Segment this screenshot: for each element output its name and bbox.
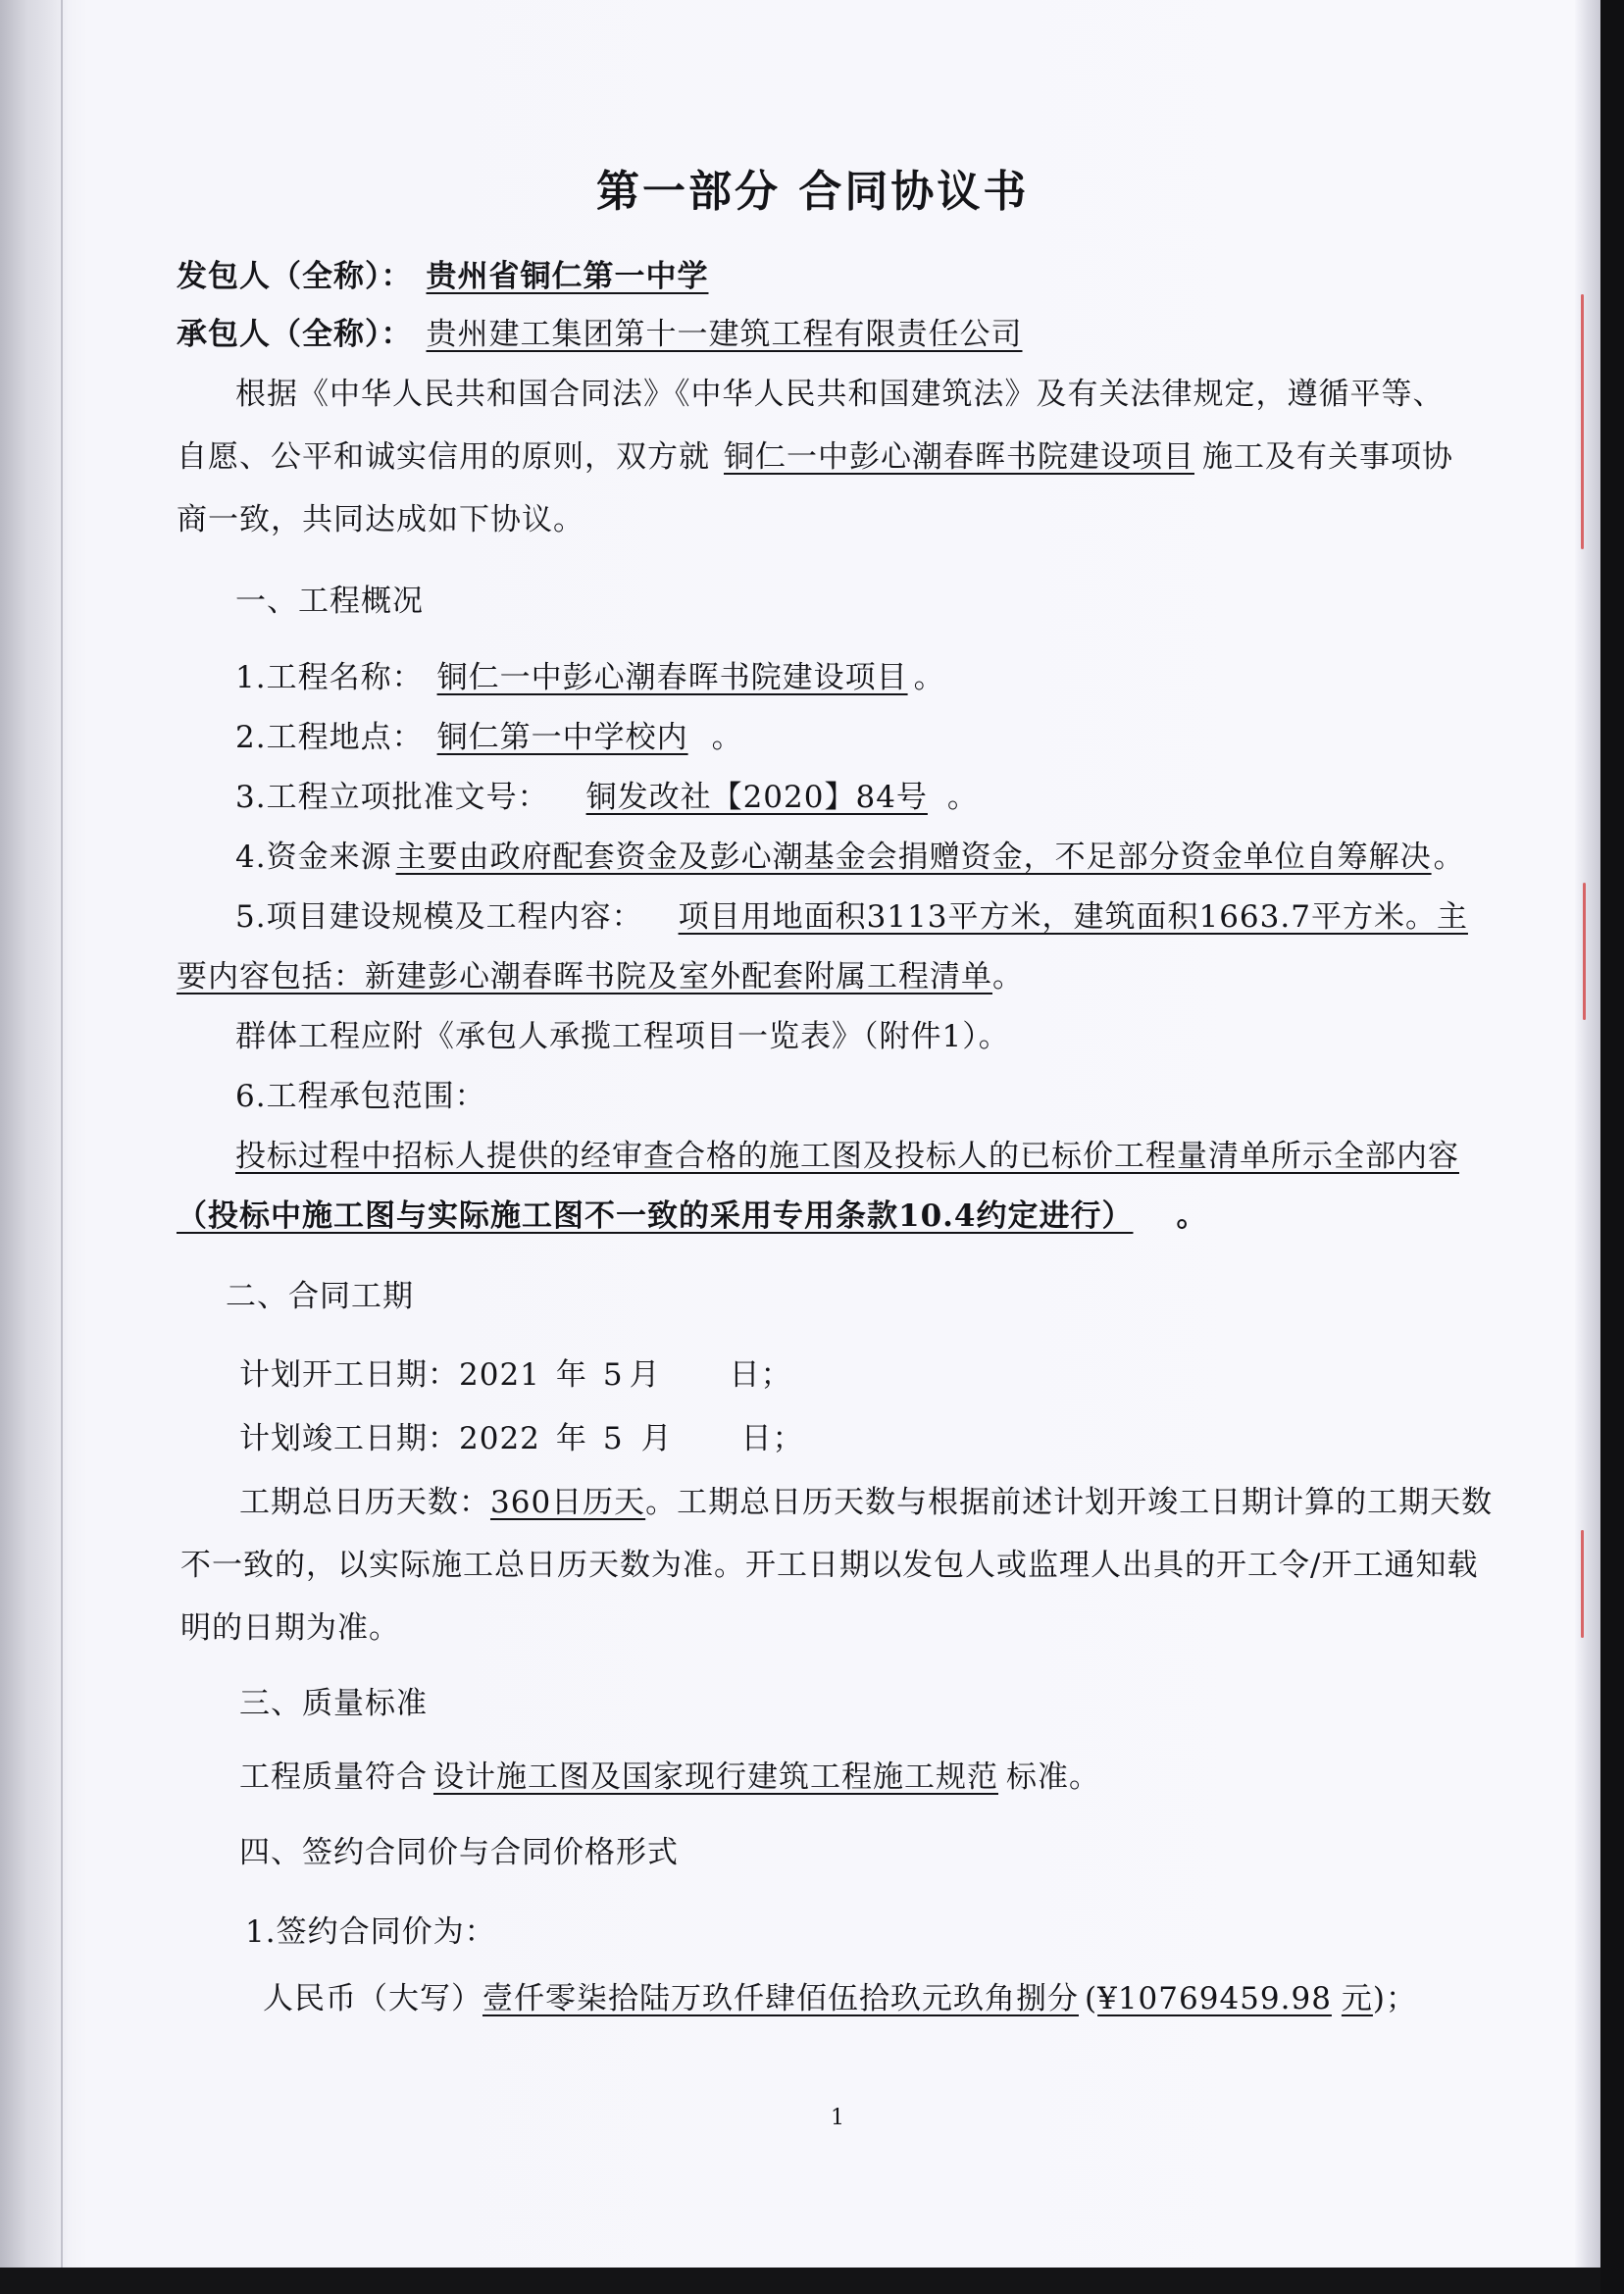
scale-row-continued xyxy=(177,957,1024,996)
quality-text: 标准。 xyxy=(1006,1759,1100,1795)
section-heading: 四、签约合同价与合同价格形式 xyxy=(239,1835,679,1870)
punctuation: 。 xyxy=(1176,1198,1208,1234)
scope-line xyxy=(177,1197,1208,1236)
amount-in-figures: ¥10769459.98 xyxy=(1097,1981,1332,2016)
scan-border xyxy=(1600,0,1624,2294)
seal-edge-mark xyxy=(1583,883,1586,1020)
currency-label: 人民币（大写） xyxy=(263,1981,482,2016)
year-word: 年 xyxy=(555,1421,587,1456)
seal-edge-mark xyxy=(1581,294,1584,549)
day-word: 日； xyxy=(740,1421,804,1456)
day-word: 日； xyxy=(729,1357,792,1393)
preamble-line: 根据《中华人民共和国合同法》《中华人民共和国建筑法》及有关法律规定，遵循平等、 xyxy=(235,377,1445,412)
employer-value: 贵州省铜仁第一中学 xyxy=(426,259,709,294)
month-word: 月 xyxy=(640,1421,673,1456)
planned-end-row xyxy=(239,1419,804,1458)
duration-text: 。工期总日历天数与根据前述计划开竣工日期计算的工期天数 xyxy=(645,1485,1494,1520)
project-name-value: 铜仁一中彭心潮春晖书院建设项目 xyxy=(436,660,908,695)
approval-number-row xyxy=(235,778,979,817)
quality-value: 设计施工图及国家现行建筑工程施工规范 xyxy=(433,1759,998,1795)
scope-value: 投标过程中招标人提供的经审查合格的施工图及投标人的已标价工程量清单所示全部内容 xyxy=(235,1139,1459,1174)
duration-text: 不一致的，以实际施工总日历天数为准。开工日期以发包人或监理人出具的开工令/开工通知载 xyxy=(180,1548,1479,1583)
approval-number-value: 铜发改社【2020】84号 xyxy=(585,780,928,815)
contractor-label: 承包人（全称）： xyxy=(177,317,413,352)
amount-in-words: 壹仟零柒拾陆万玖仟肆佰伍拾玖元玖角捌分 xyxy=(482,1981,1079,2016)
punctuation: ( xyxy=(1085,1981,1098,2016)
quality-row xyxy=(239,1758,1100,1797)
seal-edge-mark xyxy=(1581,1530,1584,1638)
field-label: 1.工程名称： xyxy=(235,660,424,695)
page-number: 1 xyxy=(831,2106,845,2130)
year-word: 年 xyxy=(555,1357,587,1393)
scope-line xyxy=(235,1137,1459,1176)
field-label: 5.项目建设规模及工程内容： xyxy=(235,899,643,935)
punctuation: 。 xyxy=(992,959,1024,994)
binding-line xyxy=(61,0,63,2268)
project-location-row xyxy=(235,718,743,757)
contract-price-label: 1.签约合同价为： xyxy=(245,1914,496,1950)
preamble-text: 自愿、公平和诚实信用的原则，双方就 xyxy=(177,439,710,475)
punctuation: 。 xyxy=(1433,840,1465,875)
scope-label: 6.工程承包范围： xyxy=(235,1079,486,1114)
section-heading: 二、合同工期 xyxy=(226,1279,414,1314)
preamble-line: 商一致，共同达成如下协议。 xyxy=(177,502,584,537)
project-location-value: 铜仁第一中学校内 xyxy=(436,720,688,755)
contractor-value: 贵州建工集团第十一建筑工程有限责任公司 xyxy=(426,317,1023,352)
punctuation: 。 xyxy=(913,660,945,695)
month-word: 月 xyxy=(629,1357,661,1393)
punctuation: )； xyxy=(1372,1981,1418,2016)
project-name-row xyxy=(235,658,945,697)
scale-value: 要内容包括：新建彭心潮春晖书院及室外配套附属工程清单 xyxy=(177,959,992,994)
preamble-line xyxy=(177,437,1453,477)
scope-value: （投标中施工图与实际施工图不一致的采用专用条款10.4约定进行） xyxy=(177,1198,1134,1234)
punctuation: 。 xyxy=(946,780,979,815)
field-label: 工期总日历天数： xyxy=(239,1485,490,1520)
field-label: 计划竣工日期： xyxy=(239,1421,459,1456)
section-heading: 三、质量标准 xyxy=(239,1686,428,1721)
start-month: 5 xyxy=(602,1357,624,1393)
field-label: 3.工程立项批准文号： xyxy=(235,780,549,815)
start-year: 2021 xyxy=(459,1357,540,1393)
preamble-text: 施工及有关事项协 xyxy=(1202,439,1453,475)
amount-unit: 元 xyxy=(1341,1981,1373,2016)
field-label: 工程质量符合 xyxy=(239,1759,428,1795)
total-duration-row xyxy=(239,1483,1493,1522)
employer-label: 发包人（全称）： xyxy=(177,259,413,294)
end-year: 2022 xyxy=(459,1421,540,1456)
end-month: 5 xyxy=(602,1421,624,1456)
contractor-row xyxy=(177,315,1029,354)
binding-shadow xyxy=(0,0,69,2268)
contract-price-row xyxy=(263,1979,1417,2018)
page-title: 第一部分 合同协议书 xyxy=(596,167,1030,217)
scale-value: 项目用地面积3113平方米，建筑面积1663.7平方米。主 xyxy=(678,899,1468,935)
scan-border xyxy=(0,2268,1624,2294)
section-heading: 一、工程概况 xyxy=(235,584,424,619)
planned-start-row xyxy=(239,1355,792,1395)
funding-row xyxy=(235,838,1465,877)
group-project-note: 群体工程应附《承包人承揽工程项目一览表》（附件1）。 xyxy=(235,1019,1010,1054)
field-label: 2.工程地点： xyxy=(235,720,424,755)
employer-row xyxy=(177,257,723,296)
field-label: 计划开工日期： xyxy=(239,1357,459,1393)
scale-row xyxy=(235,897,1468,937)
funding-value: 主要由政府配套资金及彭心潮基金会捐赠资金，不足部分资金单位自筹解决 xyxy=(395,840,1432,875)
page-edge xyxy=(1575,0,1600,2268)
project-name-inline: 铜仁一中彭心潮春晖书院建设项目 xyxy=(724,439,1194,475)
punctuation: 。 xyxy=(711,720,743,755)
total-duration-value: 360日历天 xyxy=(490,1485,646,1520)
duration-text: 明的日期为准。 xyxy=(180,1610,400,1646)
field-label: 4.资金来源 xyxy=(235,840,392,875)
